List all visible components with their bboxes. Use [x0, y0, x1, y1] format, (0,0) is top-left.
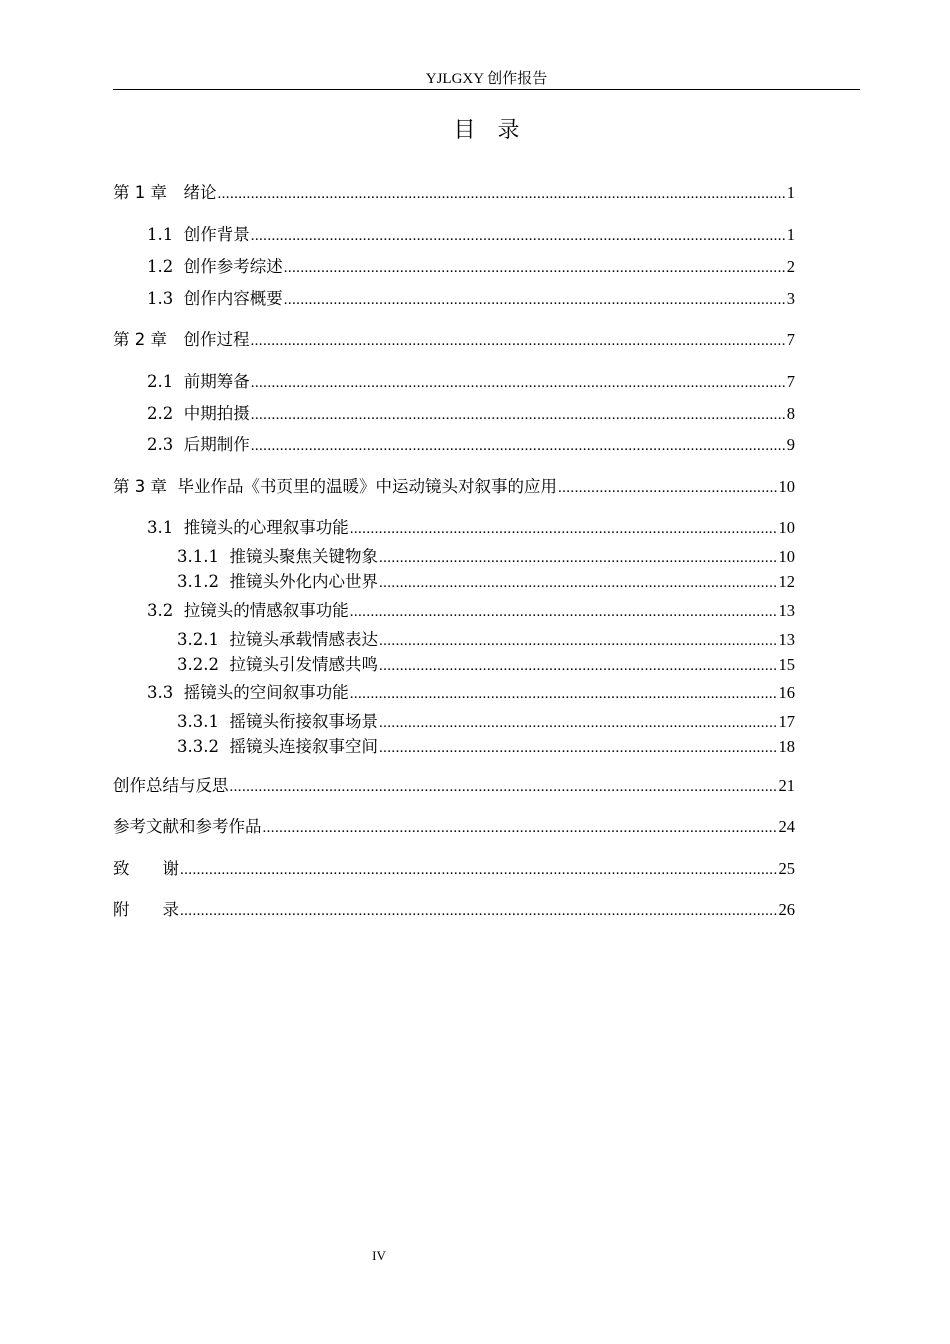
- toc-dot-leader: [379, 629, 777, 653]
- toc-entry-page: 2: [786, 257, 795, 276]
- toc-section-entry[interactable]: [147, 255, 795, 279]
- toc-dot-leader: [379, 654, 777, 678]
- toc-dot-leader: [251, 224, 785, 248]
- toc-title-right: 录: [497, 118, 520, 143]
- toc-entry-page: 8: [786, 404, 795, 423]
- toc-entry-page: 1: [786, 183, 795, 202]
- toc-subsection-entry[interactable]: [177, 545, 795, 569]
- toc-entry-label: 3.2.1 拉镜头承载情感表达: [177, 630, 378, 649]
- toc-entry-label: 3.2.2 拉镜头引发情感共鸣: [177, 655, 378, 674]
- toc-dot-leader: [350, 517, 777, 541]
- toc-entry-label: 3.2 拉镜头的情感叙事功能: [147, 601, 349, 620]
- toc-section-entry[interactable]: [147, 223, 795, 247]
- toc-entry-page: 10: [778, 518, 795, 537]
- toc-dot-leader: [251, 403, 785, 427]
- toc-section-entry[interactable]: [147, 681, 795, 705]
- toc-entry-label: 1.3 创作内容概要: [147, 289, 283, 308]
- toc-entry-page: 16: [778, 683, 795, 702]
- toc-entry-label: 3.3.2 摇镜头连接叙事空间: [177, 737, 378, 756]
- toc-entry-label: 创作总结与反思: [113, 776, 229, 795]
- toc-dot-leader: [284, 288, 785, 312]
- toc-section-entry[interactable]: [147, 287, 795, 311]
- toc-subsection-entry[interactable]: [177, 735, 795, 759]
- toc-dot-leader: [558, 476, 777, 500]
- toc-entry-label: 3.1 推镜头的心理叙事功能: [147, 518, 349, 537]
- toc-chapter-entry[interactable]: [113, 328, 795, 352]
- toc-dot-leader: [379, 736, 777, 760]
- toc-entry-page: 24: [778, 817, 795, 836]
- toc-entry-label: 3.3 摇镜头的空间叙事功能: [147, 683, 349, 702]
- toc-subsection-entry[interactable]: [177, 628, 795, 652]
- toc-entry-page: 12: [778, 572, 795, 591]
- toc-entry-label: 参考文献和参考作品: [113, 817, 262, 836]
- toc-chapter-entry[interactable]: [113, 857, 795, 881]
- toc-entry-label: 第 2 章 创作过程: [113, 330, 250, 349]
- toc-entry-page: 10: [778, 477, 795, 496]
- toc-entry-page: 13: [778, 630, 795, 649]
- toc-chapter-entry[interactable]: [113, 774, 795, 798]
- toc-section-entry[interactable]: [147, 402, 795, 426]
- toc-chapter-entry[interactable]: [113, 898, 795, 922]
- toc-entry-label: 3.1.2 推镜头外化内心世界: [177, 572, 378, 591]
- toc-dot-leader: [251, 329, 785, 353]
- toc-entry-page: 21: [778, 776, 795, 795]
- toc-entry-label: 2.2 中期拍摄: [147, 404, 250, 423]
- toc-entry-page: 17: [778, 712, 795, 731]
- toc-entry-page: 1: [786, 225, 795, 244]
- toc-dot-leader: [251, 371, 785, 395]
- toc-entry-page: 25: [778, 859, 795, 878]
- toc-chapter-entry[interactable]: [113, 475, 795, 499]
- toc-dot-leader: [263, 816, 777, 840]
- toc-entry-label: 1.1 创作背景: [147, 225, 250, 244]
- toc-entry-label: 第 3 章 毕业作品《书页里的温暖》中运动镜头对叙事的应用: [113, 477, 557, 496]
- toc-dot-leader: [350, 682, 777, 706]
- toc-entry-page: 15: [778, 655, 795, 674]
- header-rule: [113, 89, 860, 90]
- toc-dot-leader: [379, 546, 777, 570]
- toc-dot-leader: [251, 434, 785, 458]
- toc-entry-page: 13: [778, 601, 795, 620]
- toc-title: [113, 117, 860, 145]
- toc-entry-page: 18: [778, 737, 795, 756]
- toc-section-entry[interactable]: [147, 599, 795, 623]
- toc-subsection-entry[interactable]: [177, 570, 795, 594]
- toc-section-entry[interactable]: [147, 370, 795, 394]
- toc-entry-label: 第 1 章 绪论: [113, 183, 217, 202]
- toc-entry-label: 致 谢: [113, 859, 179, 878]
- toc-entry-page: 7: [786, 372, 795, 391]
- toc-section-entry[interactable]: [147, 433, 795, 457]
- toc-dot-leader: [218, 182, 785, 206]
- toc-section-entry[interactable]: [147, 516, 795, 540]
- toc-entry-label: 2.1 前期筹备: [147, 372, 250, 391]
- toc-entry-page: 7: [786, 330, 795, 349]
- toc-dot-leader: [350, 600, 777, 624]
- toc-dot-leader: [180, 899, 777, 923]
- toc-entry-label: 3.1.1 推镜头聚焦关键物象: [177, 547, 378, 566]
- toc-chapter-entry[interactable]: [113, 181, 795, 205]
- toc-subsection-entry[interactable]: [177, 653, 795, 677]
- toc-chapter-entry[interactable]: [113, 815, 795, 839]
- toc-dot-leader: [379, 571, 777, 595]
- page-number: IV: [372, 1248, 386, 1263]
- toc-entry-label: 附 录: [113, 900, 179, 919]
- toc-dot-leader: [284, 256, 785, 280]
- toc-entry-label: 3.3.1 摇镜头衔接叙事场景: [177, 712, 378, 731]
- toc-entry-page: 9: [786, 435, 795, 454]
- toc-entry-label: 1.2 创作参考综述: [147, 257, 283, 276]
- toc-dot-leader: [379, 711, 777, 735]
- toc-subsection-entry[interactable]: [177, 710, 795, 734]
- toc-entry-label: 2.3 后期制作: [147, 435, 250, 454]
- toc-entry-page: 26: [778, 900, 795, 919]
- toc-entry-page: 10: [778, 547, 795, 566]
- running-header: YJLGXY 创作报告: [425, 71, 548, 87]
- toc-title-left: 目: [453, 118, 476, 143]
- toc-dot-leader: [180, 858, 777, 882]
- toc-entry-page: 3: [786, 289, 795, 308]
- toc-dot-leader: [230, 775, 777, 799]
